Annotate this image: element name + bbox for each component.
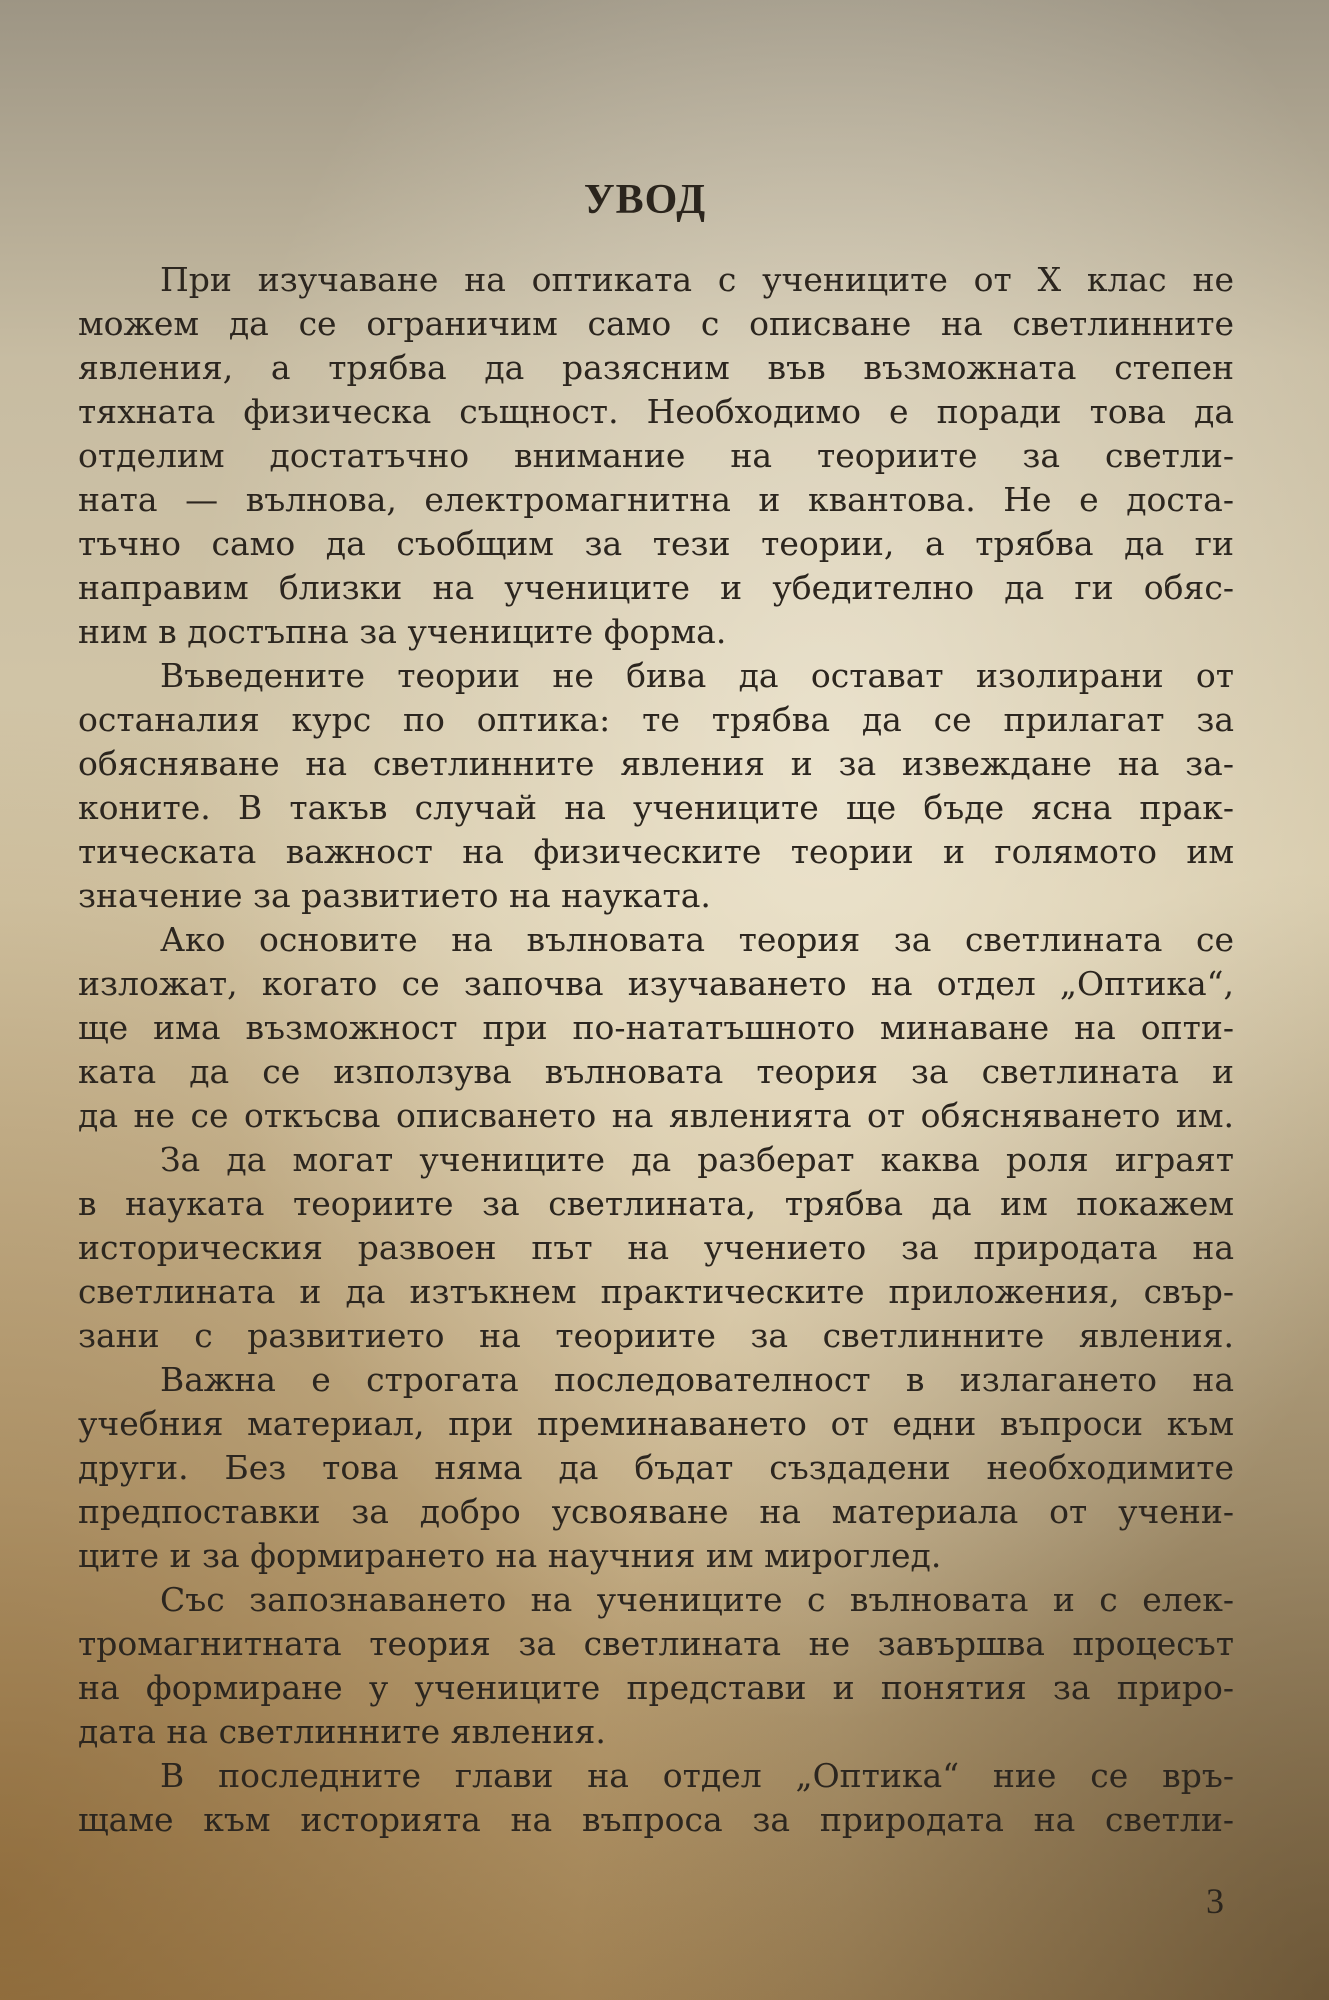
text-line: светлината и да изтъкнем практическите приложения, свър- [78, 1272, 1234, 1311]
text-line: щаме към историята на въпроса за природата на светли- [78, 1800, 1234, 1839]
text-line: историческия развоен път на учението за природата на [78, 1228, 1234, 1267]
text-line: ката да се използува вълновата теория за светлината и [78, 1052, 1234, 1091]
text-line: отделим достатъчно внимание на теориите за светли- [78, 436, 1234, 475]
text-line: значение за развитието на науката. [78, 876, 711, 915]
text-line: на формиране у учениците представи и понятия за приро- [78, 1668, 1234, 1707]
text-line: ще има възможност при по-нататъшното минаване на опти- [78, 1008, 1234, 1047]
text-line: предпоставки за добро усвояване на материала от учени- [78, 1492, 1234, 1531]
text-line: За да могат учениците да разберат каква роля играят [160, 1140, 1234, 1179]
text-line: Ако основите на вълновата теория за светлината се [160, 920, 1234, 959]
text-line: Важна е строгата последователност в излагането на [160, 1360, 1234, 1399]
text-line: ната — вълнова, електромагнитна и квантова. Не е доста- [78, 480, 1234, 519]
text-line: дата на светлинните явления. [78, 1712, 606, 1751]
text-line: Със запознаването на учениците с вълновата и с елек- [160, 1580, 1234, 1619]
text-line: тяхната физическа същност. Необходимо е поради това да [78, 392, 1234, 431]
text-line: останалия курс по оптика: те трябва да се прилагат за [78, 700, 1234, 739]
page-title: УВОД [583, 177, 707, 223]
text-line: тическата важност на физическите теории и голямото им [78, 832, 1234, 871]
text-line: учебния материал, при преминаването от едни въпроси към [78, 1404, 1234, 1443]
page-number: 3 [1206, 1881, 1224, 1921]
text-line: в науката теориите за светлината, трябва да им покажем [78, 1184, 1234, 1223]
text-line: Въведените теории не бива да остават изолирани от [160, 656, 1234, 695]
body-text [78, 258, 1234, 1842]
text-line: При изучаване на оптиката с учениците от X клас не [160, 260, 1234, 299]
text-line: обясняване на светлинните явления и за извеждане на за- [78, 744, 1234, 783]
text-line: изложат, когато се започва изучаването на отдел „Оптика“, [78, 964, 1234, 1003]
text-line: явления, а трябва да разясним във възможната степен [78, 348, 1234, 387]
text-line: да не се откъсва описването на явленията от обясняването им. [78, 1096, 1234, 1135]
text-line: коните. В такъв случай на учениците ще бъде ясна прак- [78, 788, 1234, 827]
text-line: ним в достъпна за учениците форма. [78, 612, 727, 651]
text-line: тромагнитната теория за светлината не завършва процесът [78, 1624, 1234, 1663]
text-line: направим близки на учениците и убедително да ги обяс- [78, 568, 1234, 607]
text-line: зани с развитието на теориите за светлинните явления. [78, 1316, 1234, 1355]
text-line: други. Без това няма да бъдат създадени необходимите [78, 1448, 1234, 1487]
text-line: В последните глави на отдел „Оптика“ ние се връ- [160, 1756, 1234, 1795]
text-line: тъчно само да съобщим за тези теории, а трябва да ги [78, 524, 1234, 563]
text-line: ците и за формирането на научния им мироглед. [78, 1536, 942, 1575]
text-line: можем да се ограничим само с описване на светлинните [78, 304, 1234, 343]
